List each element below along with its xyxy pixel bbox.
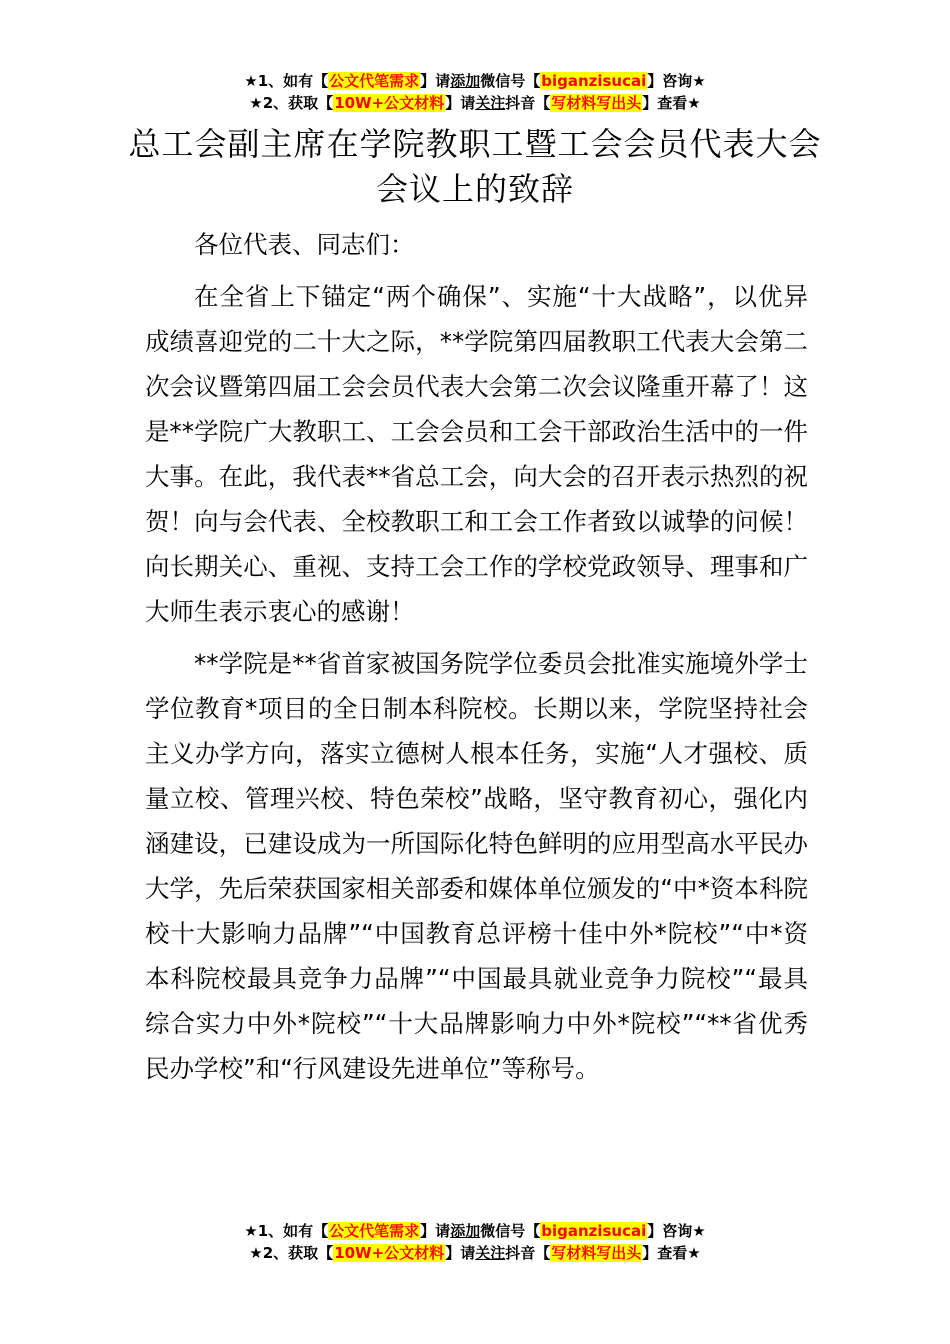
- banner-text: ★2、获取【: [249, 1244, 334, 1262]
- highlight-wechat-id: biganzisucai: [541, 1222, 647, 1240]
- paragraph-2: **学院是**省首家被国务院学位委员会批准实施境外学士学位教育*项目的全日制本科院校。长期以来，学院坚持社会主义办学方向，落实立德树人根本任务，实施“人才强校、质量立校、管理兴校、特色荣校”战略，坚守教育初心，强化内涵建设，已建设成为一所国际化特色鲜明的应用型高水平民办大学，先后荣获国家相关部委和媒体单位颁发的“中*资本科院校十大影响力品牌”“中国教育总评榜十佳中外*院校”“中*资本科院校最具竞争力品牌”“中国最具就业竞争力院校”“最具综合实力中外*院校”“十大品牌影响力中外*院校”“**省优秀民办学校”和“行风建设先进单位”等称号。: [145, 649, 808, 1083]
- banner-underline: 关注: [475, 1244, 506, 1262]
- banner-text: ★1、如有【: [244, 1222, 329, 1240]
- banner-underline: 添加: [450, 72, 481, 90]
- banner-text: 】查看★: [642, 1244, 701, 1262]
- document-title: 总工会副主席在学院教职工暨工会会员代表大会会议上的致辞: [128, 125, 822, 208]
- banner-text: 】咨询★: [647, 72, 706, 90]
- paragraph-1: 在全省上下锚定“两个确保”、实施“十大战略”，以优异成绩喜迎党的二十大之际，**学院第四届教职工代表大会第二次会议暨第四届工会会员代表大会第二次会议隆重开幕了！这是**学院广大教职工、工会会员和工会干部政治生活中的一件大事。在此，我代表**省总工会，向大会的召开表示热烈的祝贺！向与会代表、全校教职工和工会工作者致以诚挚的问候！向长期关心、重视、支持工会工作的学校党政领导、理事和广大师生表示衷心的感谢！: [145, 282, 808, 626]
- banner-text: ★2、获取【: [249, 94, 334, 112]
- banner-text: 】咨询★: [647, 1222, 706, 1240]
- banner-text: 】查看★: [642, 94, 701, 112]
- highlight-douyin-id: 写材料写出头: [551, 94, 642, 112]
- highlight-service: 公文代笔需求: [329, 72, 420, 90]
- highlight-materials: 10W+公文材料: [334, 94, 445, 112]
- banner-line-2: [0, 1242, 950, 1264]
- header-banner: [0, 70, 950, 114]
- banner-line-1: [0, 1220, 950, 1242]
- banner-text: 微信号【: [480, 1222, 541, 1240]
- greeting: 各位代表、同志们：: [194, 230, 415, 259]
- highlight-wechat-id: biganzisucai: [541, 72, 647, 90]
- footer-banner: [0, 1220, 950, 1264]
- banner-line-1: [0, 70, 950, 92]
- banner-text: 微信号【: [480, 72, 541, 90]
- banner-underline: 添加: [450, 1222, 481, 1240]
- banner-line-2: [0, 92, 950, 114]
- banner-text: 】请: [445, 94, 476, 112]
- document-body: [145, 222, 808, 1091]
- banner-text: 抖音【: [505, 94, 551, 112]
- highlight-douyin-id: 写材料写出头: [551, 1244, 642, 1262]
- banner-text: 】请: [420, 1222, 451, 1240]
- banner-text: ★1、如有【: [244, 72, 329, 90]
- banner-text: 】请: [420, 72, 451, 90]
- banner-text: 】请: [445, 1244, 476, 1262]
- highlight-service: 公文代笔需求: [329, 1222, 420, 1240]
- banner-text: 抖音【: [505, 1244, 551, 1262]
- highlight-materials: 10W+公文材料: [334, 1244, 445, 1262]
- banner-underline: 关注: [475, 94, 506, 112]
